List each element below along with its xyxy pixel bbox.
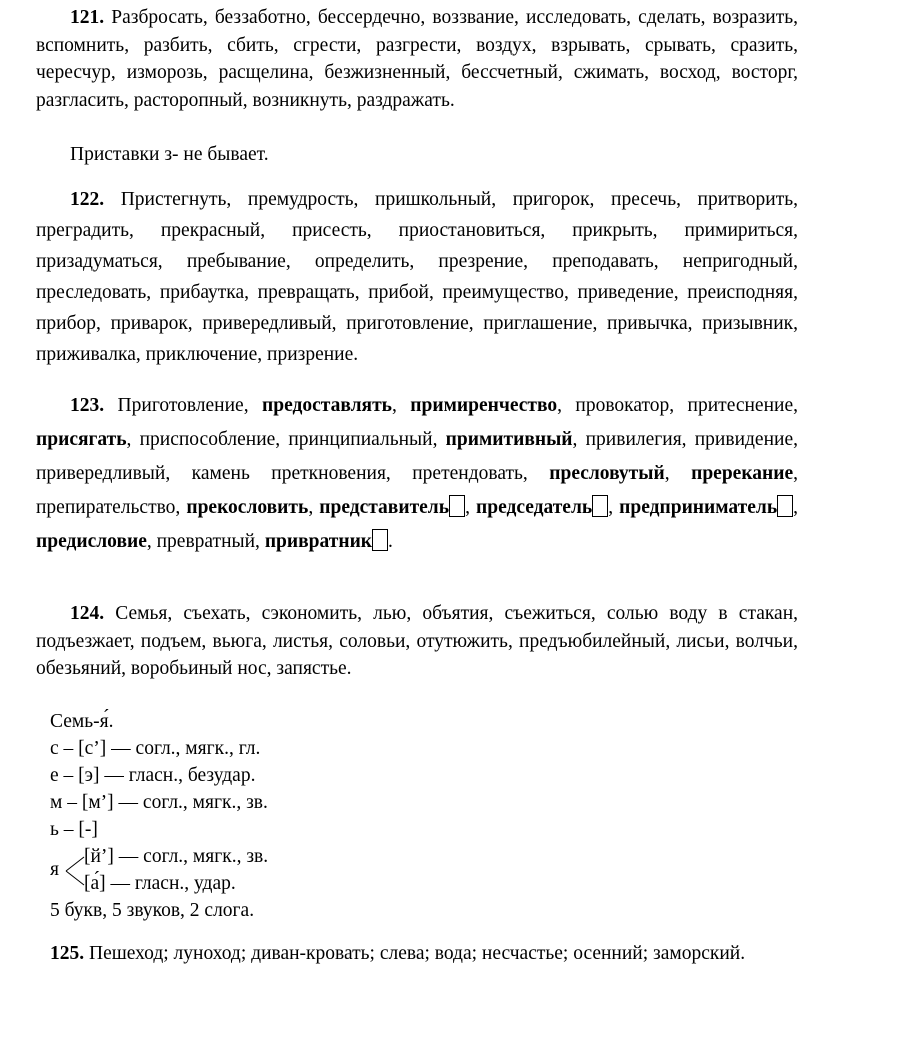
exercise-text: Семья, съехать, сэкономить, лью, объятия, съежиться, солью воду в стакан, подъезжает, подъем, вьюга, листья, соловьи, отутюжить, предъюбилейный, лисьи, волчьи, обезьяний, воробьиный нос, запястье. bbox=[36, 603, 798, 679]
analysis-line: е – [э] — гласн., безудар. bbox=[50, 765, 256, 786]
plain-text: , bbox=[664, 463, 692, 484]
highlighted-word: примитивный bbox=[445, 429, 573, 450]
exercise-text: Пристегнуть, премудрость, пришкольный, пригорок, пресечь, притворить, преградить, прекрасный, присесть, приостановиться, прикрыть, примириться, призадуматься, пребывание, определить, презрение, преподавать, непригодный, преследовать, прибаутка, превращать, прибой, преимущество, приведение, преисподняя, прибор, приварок, привередливый, приготовление, приглашение, привычка, призывник, приживалка, приключение, призрение. bbox=[36, 189, 798, 365]
zero-ending-box bbox=[449, 495, 465, 517]
zero-ending-box bbox=[372, 529, 388, 551]
highlighted-word: председатель bbox=[475, 497, 593, 518]
ya-letter: я bbox=[50, 859, 59, 880]
exercise-text: Пешеход; луноход; диван-кровать; слева; вода; несчастье; осенний; заморский. bbox=[89, 943, 746, 964]
analysis-line: м – [м’] — согл., мягк., зв. bbox=[50, 792, 268, 813]
exercise-124 bbox=[36, 600, 798, 683]
plain-text: Приготовление, bbox=[117, 395, 262, 416]
plain-text: , bbox=[608, 497, 620, 518]
plain-text: , bbox=[391, 395, 411, 416]
plain-text: , bbox=[465, 497, 476, 518]
plain-text: , провокатор, притеснение, bbox=[557, 395, 798, 416]
analysis-summary: 5 букв, 5 звуков, 2 слога. bbox=[50, 900, 255, 921]
exercise-number: 125. bbox=[50, 943, 85, 964]
exercise-123 bbox=[36, 389, 798, 559]
analysis-word: Семь-я́. bbox=[50, 711, 114, 732]
ya-sound-1: [й’] — согл., мягк., зв. bbox=[84, 846, 269, 867]
highlighted-word: прекословить bbox=[186, 497, 309, 518]
exercise-125 bbox=[14, 938, 798, 969]
exercise-number: 121. bbox=[70, 7, 105, 28]
plain-text: , приспособление, принципиальный, bbox=[126, 429, 446, 450]
exercise-number: 124. bbox=[70, 603, 105, 624]
plain-text: , привилегия, привидение, привередливый, камень преткновения, претендовать, bbox=[36, 429, 798, 484]
phonetic-analysis bbox=[50, 708, 268, 924]
highlighted-word: предисловие bbox=[36, 531, 147, 552]
plain-text: . bbox=[388, 531, 393, 552]
highlighted-word: пререкание bbox=[691, 463, 794, 484]
exercise-text: Разбросать, беззаботно, бессердечно, воззвание, исследовать, сделать, возразить, вспомнить, разбить, сбить, сгрести, разгрести, воздух, взрывать, срывать, сразить, чересчур, изморозь, расщелина, безжизненный, бессчетный, сжимать, восход, восторг, разгласить, расторопный, возникнуть, раздражать. bbox=[36, 7, 798, 111]
exercise-text bbox=[36, 395, 798, 552]
plain-text: , превратный, bbox=[146, 531, 265, 552]
analysis-ya-block bbox=[50, 843, 268, 897]
highlighted-word: пресловутый bbox=[549, 463, 665, 484]
analysis-line: с – [с’] — согл., мягк., гл. bbox=[50, 738, 261, 759]
zero-ending-box bbox=[592, 495, 608, 517]
exercise-122 bbox=[36, 184, 798, 370]
plain-text: , bbox=[308, 497, 320, 518]
plain-text: , препирательство, bbox=[36, 463, 799, 518]
highlighted-word: примиренчество bbox=[410, 395, 558, 416]
ya-sound-2: [а́] — гласн., удар. bbox=[84, 873, 236, 894]
branch-icon bbox=[64, 851, 86, 891]
exercise-number: 122. bbox=[70, 189, 105, 210]
highlighted-word: присягать bbox=[36, 429, 127, 450]
highlighted-word: предоставлять bbox=[262, 395, 392, 416]
plain-text: , bbox=[793, 497, 799, 518]
highlighted-word: предприниматель bbox=[619, 497, 778, 518]
exercise-121-note: Приставки з- не бывает. bbox=[70, 144, 269, 165]
highlighted-word: привратник bbox=[264, 531, 373, 552]
zero-ending-box bbox=[777, 495, 793, 517]
highlighted-word: представитель bbox=[319, 497, 450, 518]
exercise-121 bbox=[36, 4, 798, 114]
analysis-line: ь – [-] bbox=[50, 819, 98, 840]
exercise-number: 123. bbox=[70, 395, 105, 416]
